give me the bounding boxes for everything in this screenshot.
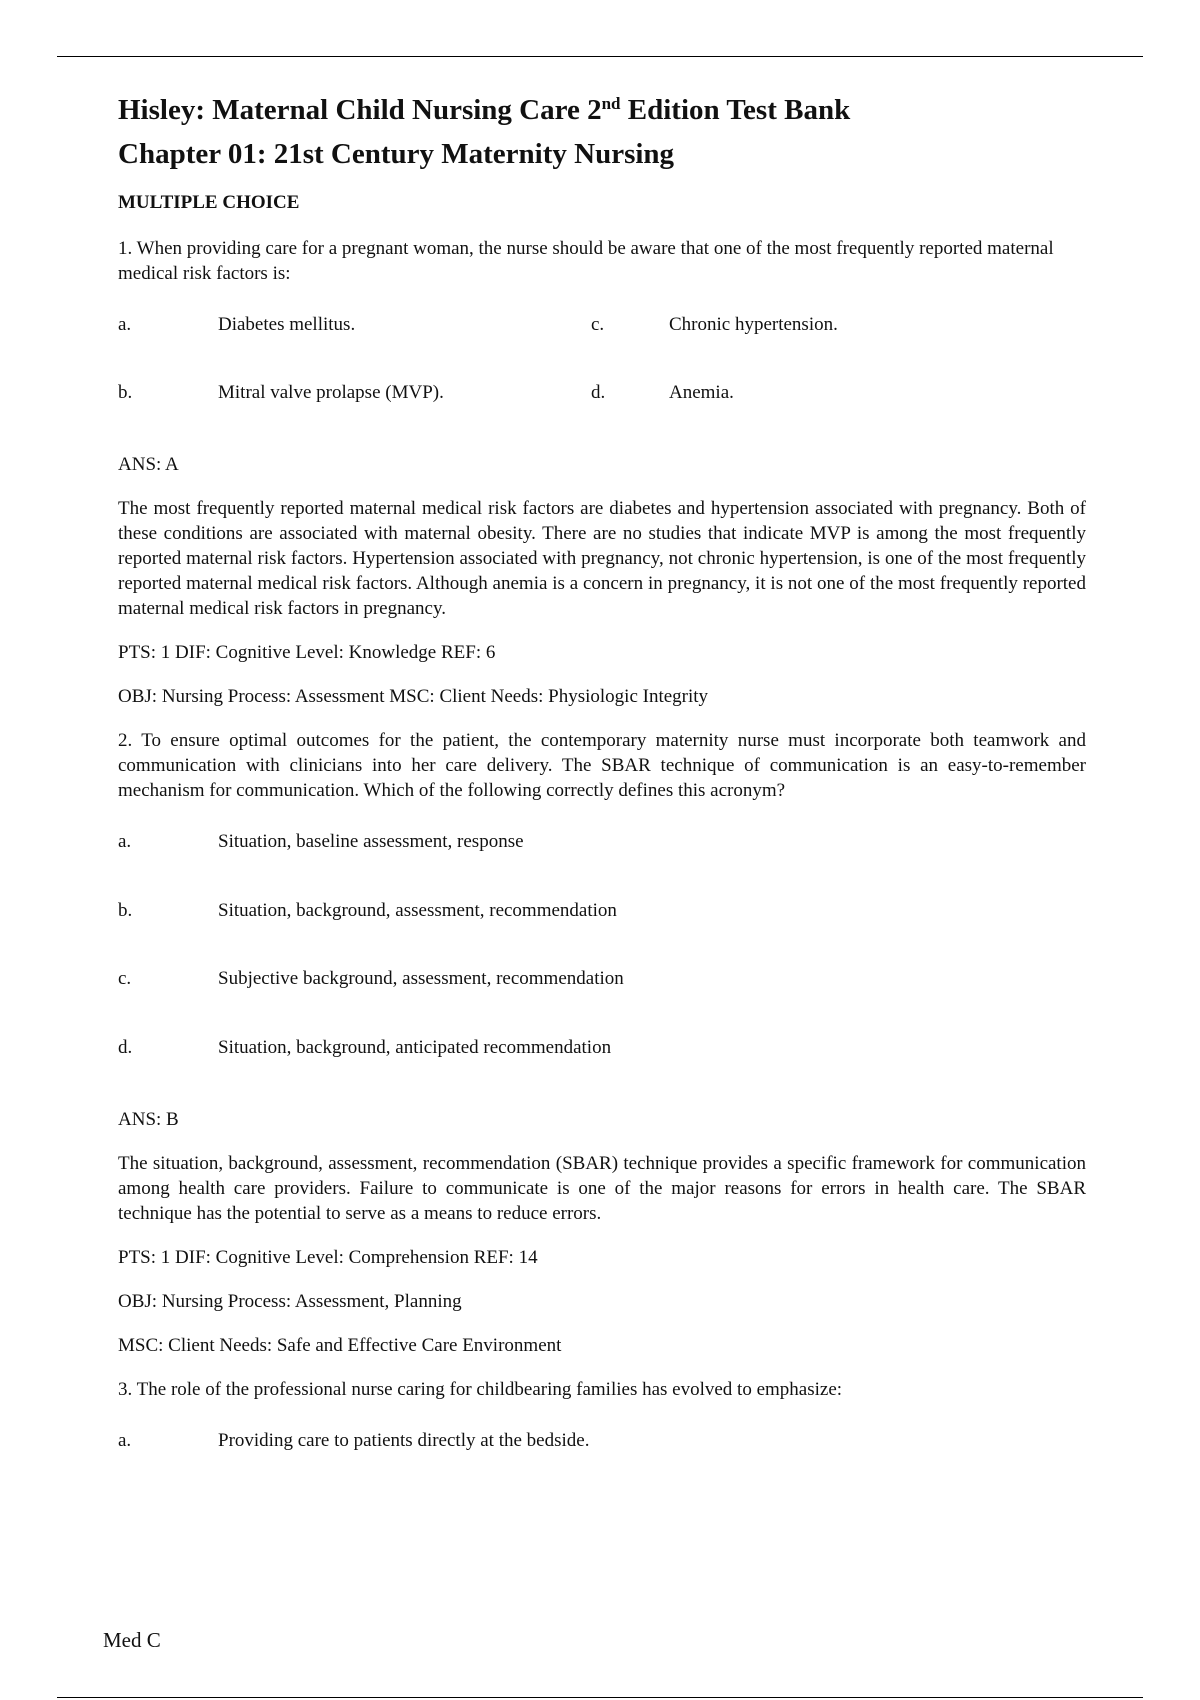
q2-options bbox=[118, 829, 1086, 1103]
q1-option-text: Diabetes mellitus. bbox=[218, 314, 356, 335]
q1-options bbox=[118, 312, 1086, 448]
q2-msc: MSC: Client Needs: Safe and Effective Care Environment bbox=[118, 1335, 562, 1356]
q2-option-text: Situation, baseline assessment, response bbox=[218, 831, 524, 852]
q1-option-text: Chronic hypertension. bbox=[669, 314, 838, 335]
q1-pts: PTS: 1 DIF: Cognitive Level: Knowledge REF: 6 bbox=[118, 642, 496, 663]
q2-option-text: Subjective background, assessment, recommendation bbox=[218, 968, 624, 989]
q2-option-label: d. bbox=[118, 1036, 133, 1058]
q3-option-text: Providing care to patients directly at the bedside. bbox=[218, 1430, 590, 1451]
top-rule bbox=[57, 56, 1143, 57]
q1-option-label: c. bbox=[591, 314, 605, 335]
q2-option-label: c. bbox=[118, 968, 132, 989]
q2-answer: ANS: B bbox=[118, 1109, 179, 1130]
q2-option-text: Situation, background, assessment, recommendation bbox=[218, 899, 617, 921]
q2-pts: PTS: 1 DIF: Cognitive Level: Comprehension REF: 14 bbox=[118, 1247, 538, 1268]
page-footer: Med C bbox=[103, 1628, 161, 1652]
q1-option-label: b. bbox=[118, 382, 133, 403]
chapter-title: Chapter 01: 21st Century Maternity Nursing bbox=[118, 138, 675, 170]
section-heading: MULTIPLE CHOICE bbox=[118, 192, 300, 213]
q2-obj: OBJ: Nursing Process: Assessment, Planning bbox=[118, 1291, 462, 1312]
document-body bbox=[118, 88, 1086, 1497]
q3-option-label: a. bbox=[118, 1430, 132, 1451]
q2-option-text: Situation, background, anticipated recommendation bbox=[218, 1036, 612, 1058]
bottom-rule bbox=[57, 1697, 1143, 1698]
q1-option-text: Anemia. bbox=[669, 382, 734, 403]
q3-stem: 3. The role of the professional nurse caring for childbearing families has evolved to emphasize: bbox=[118, 1379, 843, 1400]
q2-stem: 2. To ensure optimal outcomes for the patient, the contemporary maternity nurse must incorporate both teamwork and communication with clinicians into her care delivery. The SBAR technique of communication is an easy-to-remember mechanism for communication. Which of the following correctly defines this acronym? bbox=[118, 730, 1086, 801]
q2-option-label: b. bbox=[118, 899, 133, 921]
q1-obj: OBJ: Nursing Process: Assessment MSC: Client Needs: Physiologic Integrity bbox=[118, 686, 709, 707]
q1-rationale: The most frequently reported maternal medical risk factors are diabetes and hypertension associated with pregnancy. Both of these conditions are associated with maternal obesity. There are no studies that indicate MVP is among the most frequently reported maternal risk factors. Hypertension associated with pregnancy, not chronic hypertension, is one of the most frequently reported maternal medical risk factors. Although anemia is a concern in pregnancy, it is not one of the most frequently reported maternal medical risk factors in pregnancy. bbox=[118, 498, 1086, 619]
q2-rationale: The situation, background, assessment, recommendation (SBAR) technique provides a specific framework for communication among health care providers. Failure to communicate is one of the major reasons for errors in health care. The SBAR technique has the potential to serve as a means to reduce errors. bbox=[118, 1153, 1086, 1224]
q1-option-label: d. bbox=[591, 382, 606, 403]
document-title: Hisley: Maternal Child Nursing Care 2nd Edition Test Bank bbox=[118, 94, 851, 126]
q2-option-label: a. bbox=[118, 831, 132, 852]
q1-answer: ANS: A bbox=[118, 454, 179, 475]
q1-stem: 1. When providing care for a pregnant woman, the nurse should be aware that one of the most frequently reported maternal medical risk factors is: bbox=[118, 238, 1054, 284]
q1-option-label: a. bbox=[118, 314, 132, 335]
q1-option-text: Mitral valve prolapse (MVP). bbox=[218, 382, 444, 403]
q3-options bbox=[118, 1428, 1086, 1497]
